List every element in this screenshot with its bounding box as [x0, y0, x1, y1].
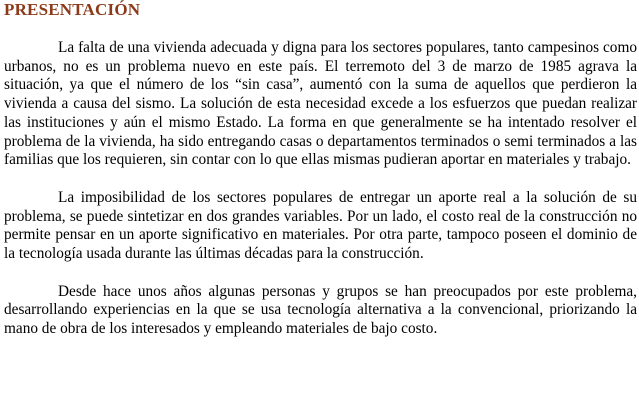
paragraph-2: La imposibilidad de los sectores populares de entregar un aporte real a la solución de su problema, se puede sintetizar en dos grandes variables. Por un lado, el costo real de la construcción no permite pensar en un aporte significativo en materiales. Por otra parte, tampoco poseen el dominio de la tecnología usada durante las últimas décadas para la construcción.: [4, 188, 637, 263]
paragraph-1: La falta de una vivienda adecuada y digna para los sectores populares, tanto campesinos como urbanos, no es un problema nuevo en este país. El terremoto del 3 de marzo de 1985 agrava la situación, ya que el número de los “sin casa”, aumentó con la suma de aquellos que perdieron la vivienda a causa del sismo. La solución de esta necesidad excede a los esfuerzos que puedan realizar las instituciones y aún el mismo Estado. La forma en que generalmente se ha intentado resolver el problema de la vivienda, ha sido entregando casas o departamentos terminados o semi terminados a las familias que los requieren, sin contar con lo que ellas mismas pudieran aportar en materiales y trabajo.: [4, 39, 637, 169]
document-page: [4, 0, 637, 339]
paragraph-3: Desde hace unos años algunas personas y grupos se han preocupados por este problema, desarrollando experiencias en la que se usa tecnología alternativa a la convencional, priorizando la mano de obra de los interesados y empleando materiales de bajo costo.: [4, 282, 637, 338]
section-heading: PRESENTACIÓN: [4, 0, 141, 19]
